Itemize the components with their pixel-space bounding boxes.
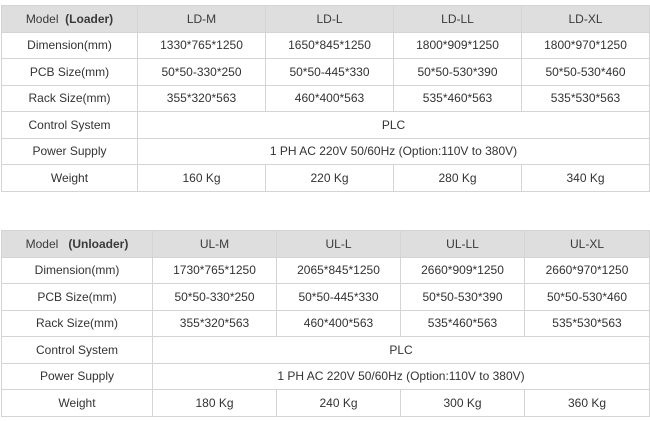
- table-cell: 50*50-530*390: [394, 59, 522, 86]
- table-cell: 300 Kg: [401, 390, 525, 417]
- row-label: Weight: [2, 165, 138, 192]
- table-cell: 50*50-530*390: [401, 284, 525, 311]
- table-cell: 1650*845*1250: [266, 32, 394, 59]
- model-word: Model: [25, 236, 59, 251]
- unloader-spec-table: [1, 230, 650, 417]
- table-cell: 50*50-530*460: [522, 59, 650, 86]
- merged-cell: 1 PH AC 220V 50/60Hz (Option:110V to 380V): [153, 363, 650, 390]
- table-cell: 280 Kg: [394, 165, 522, 192]
- row-label: Control System: [2, 337, 153, 364]
- table-cell: 340 Kg: [522, 165, 650, 192]
- model-kind: (Unloader): [68, 236, 129, 251]
- row-label: Weight: [2, 390, 153, 417]
- model-header-cell: [2, 231, 153, 258]
- table-cell: 2660*970*1250: [525, 257, 650, 284]
- table-row: [2, 85, 650, 112]
- row-label: Rack Size(mm): [2, 85, 138, 112]
- row-label: Control System: [2, 112, 138, 139]
- table-cell: 460*400*563: [277, 310, 401, 337]
- table-cell: 50*50-330*250: [153, 284, 277, 311]
- table-row: [2, 59, 650, 86]
- table-header-row: [2, 6, 650, 33]
- table-cell: 160 Kg: [138, 165, 266, 192]
- table-row: [2, 390, 650, 417]
- model-header-cell: [2, 6, 138, 33]
- table-cell: 50*50-330*250: [138, 59, 266, 86]
- row-label: PCB Size(mm): [2, 59, 138, 86]
- column-header: LD-M: [138, 6, 266, 33]
- column-header: LD-LL: [394, 6, 522, 33]
- table-cell: 180 Kg: [153, 390, 277, 417]
- table-cell: 1800*909*1250: [394, 32, 522, 59]
- table-cell: 1730*765*1250: [153, 257, 277, 284]
- table-cell: 50*50-445*330: [277, 284, 401, 311]
- table-row: [2, 138, 650, 165]
- table-row: [2, 284, 650, 311]
- row-label: Rack Size(mm): [2, 310, 153, 337]
- table-cell: 535*530*563: [522, 85, 650, 112]
- table-row: [2, 257, 650, 284]
- table-cell: 240 Kg: [277, 390, 401, 417]
- row-label: Dimension(mm): [2, 32, 138, 59]
- loader-spec-table: [1, 5, 650, 192]
- table-cell: 355*320*563: [153, 310, 277, 337]
- column-header: LD-XL: [522, 6, 650, 33]
- model-word: Model: [25, 11, 59, 26]
- merged-cell: 1 PH AC 220V 50/60Hz (Option:110V to 380V): [138, 138, 650, 165]
- merged-cell: PLC: [138, 112, 650, 139]
- table-cell: 2660*909*1250: [401, 257, 525, 284]
- table-cell: 535*460*563: [401, 310, 525, 337]
- table-cell: 220 Kg: [266, 165, 394, 192]
- column-header: UL-M: [153, 231, 277, 258]
- column-header: UL-L: [277, 231, 401, 258]
- column-header: UL-LL: [401, 231, 525, 258]
- table-row: [2, 363, 650, 390]
- table-cell: 1800*970*1250: [522, 32, 650, 59]
- table-cell: 355*320*563: [138, 85, 266, 112]
- table-row: [2, 165, 650, 192]
- row-label: Power Supply: [2, 363, 153, 390]
- merged-cell: PLC: [153, 337, 650, 364]
- table-cell: 50*50-530*460: [525, 284, 650, 311]
- row-label: Dimension(mm): [2, 257, 153, 284]
- table-row: [2, 310, 650, 337]
- table-cell: 460*400*563: [266, 85, 394, 112]
- column-header: LD-L: [266, 6, 394, 33]
- model-kind: (Loader): [65, 11, 114, 26]
- table-cell: 50*50-445*330: [266, 59, 394, 86]
- table-cell: 2065*845*1250: [277, 257, 401, 284]
- table-cell: 360 Kg: [525, 390, 650, 417]
- column-header: UL-XL: [525, 231, 650, 258]
- table-row: [2, 337, 650, 364]
- table-cell: 1330*765*1250: [138, 32, 266, 59]
- table-cell: 535*530*563: [525, 310, 650, 337]
- row-label: Power Supply: [2, 138, 138, 165]
- row-label: PCB Size(mm): [2, 284, 153, 311]
- table-row: [2, 112, 650, 139]
- table-header-row: [2, 231, 650, 258]
- table-cell: 535*460*563: [394, 85, 522, 112]
- table-row: [2, 32, 650, 59]
